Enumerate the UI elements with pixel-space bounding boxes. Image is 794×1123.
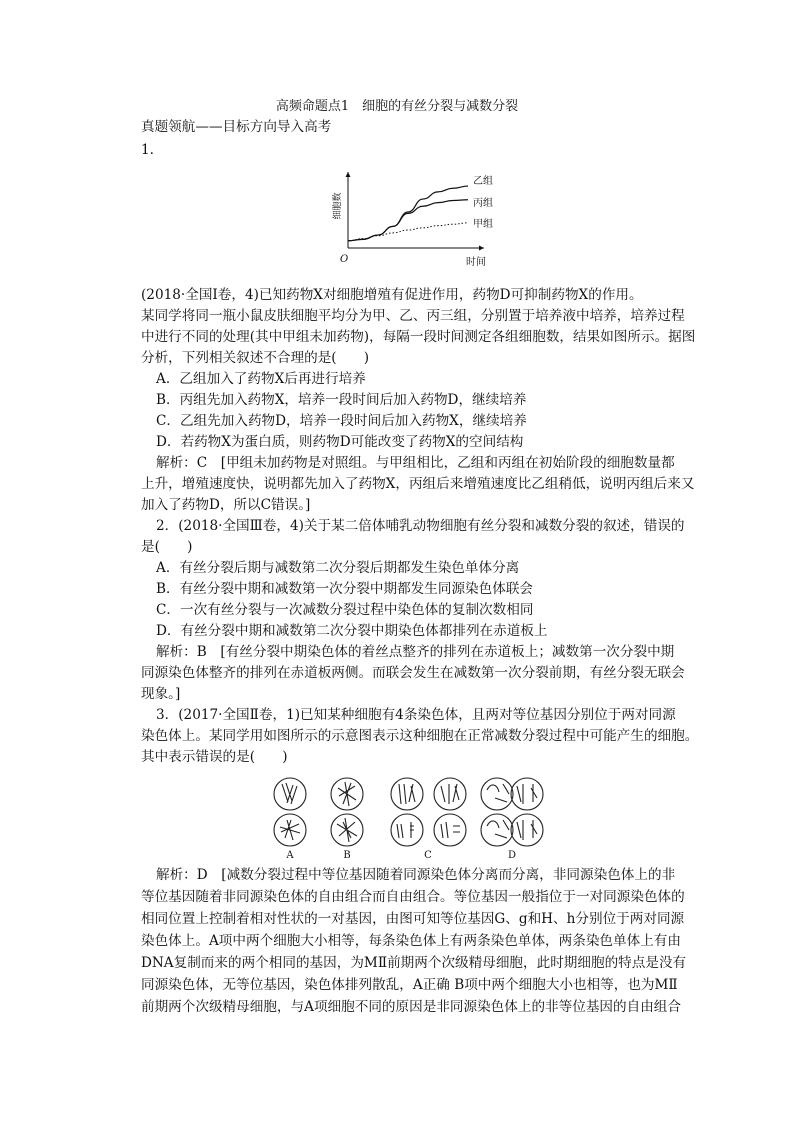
chromosome-marks: [337, 818, 357, 842]
q1-option-b: B．丙组先加入药物X，培养一段时间后加入药物D，继续培养: [156, 392, 527, 408]
cell-group-d: [481, 778, 543, 846]
series-line-2: [348, 223, 468, 241]
figure-label-b: B: [343, 850, 351, 861]
q2-analysis-line: 解析：B [有丝分裂中期染色体的着丝点整齐的排列在赤道板上；减数第一次分裂中期: [156, 644, 675, 660]
chromosome-marks: [517, 820, 537, 840]
q1-number: 1.: [141, 142, 154, 158]
chromosome-marks: [487, 784, 509, 802]
x-axis-label: 时间: [466, 257, 486, 268]
q1-stem-line: 分析，下列相关叙述不合理的是( ): [141, 350, 370, 366]
chart-series: [348, 186, 468, 241]
q1-option-c: C．乙组先加入药物D，培养一段时间后加入药物X，继续培养: [156, 413, 527, 429]
chromosome-marks: [338, 782, 356, 806]
y-axis-label: 细胞数: [333, 192, 343, 220]
cell-group-c: [391, 778, 466, 846]
chromosome-marks: [441, 784, 459, 804]
section-heading: 真题领航——目标方向导入高考: [141, 119, 332, 135]
figure-label-c: C: [424, 850, 432, 861]
cell-circle: [391, 778, 423, 810]
chromosome-marks: [517, 784, 537, 804]
cell-circle: [481, 814, 513, 846]
q3-stem-line: 其中表示错误的是( ): [141, 749, 288, 765]
chromosome-marks: [441, 822, 460, 838]
q3-analysis-line: 同源染色体，无等位基因，染色体排列散乱，A正确 B项中两个细胞大小也相等，也为MⅡ: [141, 977, 678, 993]
chromosome-marks: [282, 783, 297, 804]
q2-option-c: C．一次有丝分裂与一次减数分裂过程中染色体的复制次数相同: [156, 602, 534, 618]
x-axis-arrow: [479, 246, 484, 251]
q2-option-d: D．有丝分裂中期和减数第二次分裂中期染色体都排列在赤道板上: [156, 623, 548, 639]
q2-stem-line: 2．(2018·全国Ⅲ卷，4)关于某二倍体哺乳动物细胞有丝分裂和减数分裂的叙述，错误的: [156, 518, 685, 534]
q1-option-d: D．若药物X为蛋白质，则药物D可能改变了药物X的空间结构: [156, 434, 524, 450]
q1-stem-line: (2018·全国Ⅰ卷，4)已知药物X对细胞增殖有促进作用，药物D可抑制药物X的作用。: [141, 287, 643, 303]
q3-stem-line: 3．(2017·全国Ⅱ卷，1)已知某种细胞有4条染色体，且两对等位基因分别位于两对同源: [156, 707, 676, 723]
q3-analysis-line: 等位基因随着非同源染色体的自由组合而自由组合。等位基因一般指位于一对同源染色体的: [141, 889, 685, 905]
chart-labels: [331, 175, 493, 268]
chromosome-marks: [280, 820, 300, 840]
cell-circle: [511, 814, 543, 846]
cell-group-b: [331, 778, 363, 846]
q3-analysis-line: 前期两个次级精母细胞，与A项细胞不同的原因是非同源染色体上的非等位基因的自由组合: [141, 999, 681, 1015]
q1-stem-line: 中进行不同的处理(其中甲组未加药物)，每隔一段时间测定各组细胞数，结果如图所示。据图: [141, 329, 696, 345]
page-title: 高频命题点1 细胞的有丝分裂与减数分裂: [275, 99, 519, 114]
q1-stem-line: 某同学将同一瓶小鼠皮肤细胞平均分为甲、乙、丙三组，分别置于培养液中培养，培养过程: [141, 308, 685, 324]
origin-label: O: [340, 254, 349, 265]
chromosome-marks: [397, 822, 414, 838]
cell-group-a: [274, 778, 306, 846]
cell-circle: [434, 778, 466, 810]
cell-circle: [391, 814, 423, 846]
q1-analysis-line: 解析：C [甲组未加药物是对照组。与甲组相比，乙组和丙组在初始阶段的细胞数量都: [156, 455, 675, 471]
figure-label-a: A: [286, 850, 294, 861]
q3-cell-figure: [265, 772, 545, 862]
q3-analysis-line: 相同位置上控制着相对性状的一对基因，由图可知等位基因G、g和H、h分别位于两对同源: [141, 911, 685, 927]
chromosome-marks: [487, 820, 509, 838]
q3-stem-line: 染色体上。某同学用如图所示的示意图表示这种细胞在正常减数分裂过程中可能产生的细胞。: [141, 728, 699, 744]
q3-analysis-line: 染色体上。A项中两个细胞大小相等，每条染色体上有两条染色单体，两条染色单体上有由: [141, 933, 681, 949]
q3-analysis-line: DNA复制而来的两个相同的基因，为MⅡ前期两个次级精母细胞，此时期细胞的特点是没有: [141, 955, 687, 971]
figure-label-d: D: [507, 850, 517, 861]
q1-option-a: A．乙组加入了药物X后再进行培养: [156, 371, 366, 387]
q1-analysis-line: 上升，增殖速度快，说明都先加入了药物X，丙组后来增殖速度比乙组稍低，说明丙组后来又: [141, 476, 695, 492]
q2-stem-line: 是( ): [141, 539, 193, 555]
chromosome-marks: [399, 784, 415, 804]
y-axis-arrow: [346, 172, 351, 177]
q2-option-a: A．有丝分裂后期与减数第二次分裂后期都发生染色单体分离: [156, 560, 520, 576]
q1-analysis-line: 加入了药物D，所以C错误。]: [141, 497, 311, 513]
series-label-2: 甲组: [473, 218, 493, 230]
cell-circle: [434, 814, 466, 846]
q3-analysis-line: 解析：D [减数分裂过程中等位基因随着同源染色体分离而分离，非同源染色体上的非: [156, 867, 676, 883]
series-label-1: 丙组: [473, 197, 493, 209]
series-label-0: 乙组: [473, 176, 493, 188]
q2-analysis-line: 同源染色体整齐的排列在赤道板两侧。而联会发生在减数第一次分裂前期，有丝分裂无联会: [141, 665, 685, 681]
q2-analysis-line: 现象。]: [141, 686, 181, 702]
series-line-1: [348, 200, 468, 241]
q2-option-b: B．有丝分裂中期和减数第一次分裂中期都发生同源染色体联会: [156, 581, 534, 597]
cell-circle: [481, 778, 513, 810]
q1-growth-chart: [320, 168, 493, 273]
cell-circle: [511, 778, 543, 810]
